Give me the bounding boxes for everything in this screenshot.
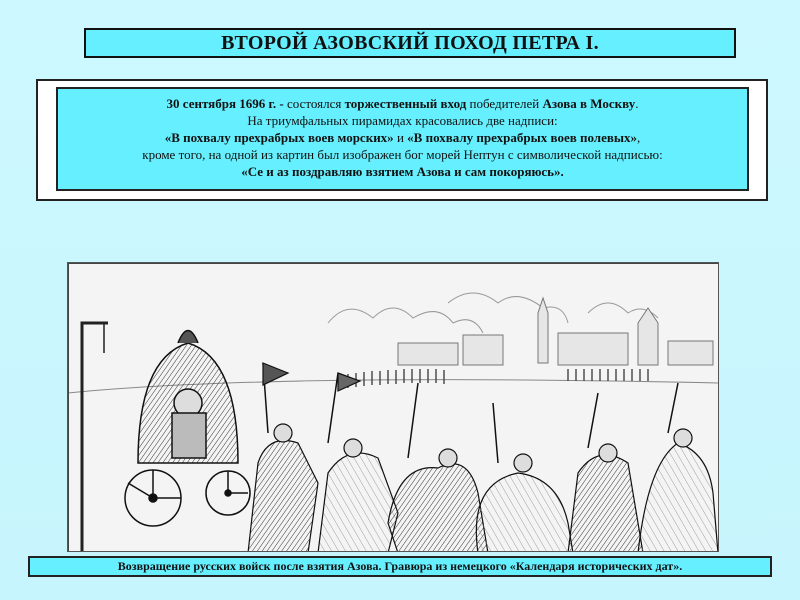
info-text: победителей	[466, 96, 543, 111]
info-line-1	[68, 95, 737, 112]
image-caption: Возвращение русских войск после взятия Азова. Гравюра из немецкого «Календаря исторических дат».	[117, 559, 683, 573]
info-text: состоялся	[283, 96, 345, 111]
info-line-3	[68, 129, 737, 146]
info-line-4: кроме того, на одной из картин был изображен бог морей Нептун с символической надписью:	[142, 147, 663, 162]
info-box	[56, 87, 749, 191]
slide-title: ВТОРОЙ АЗОВСКИЙ ПОХОД ПЕТРА I.	[221, 31, 599, 54]
engraving-drawing	[68, 263, 719, 552]
inscription-field: «В похвалу прехрабрых воев полевых»	[407, 130, 638, 145]
info-text: и	[393, 130, 408, 145]
info-bold: Азова в Москву	[542, 96, 636, 111]
caption-box	[28, 556, 772, 577]
title-box	[84, 28, 736, 58]
info-text: ,	[637, 130, 641, 145]
info-bold: торжественный вход	[344, 96, 467, 111]
info-line-5	[68, 163, 737, 180]
info-frame	[36, 79, 768, 201]
info-line-2: На триумфальных пирамидах красовались две надписи:	[247, 113, 558, 128]
info-text: .	[635, 96, 639, 111]
info-date: 30 сентября 1696 г. -	[166, 96, 284, 111]
engraving-image	[67, 262, 719, 552]
neptune-inscription: «Се и аз поздравляю взятием Азова и сам покоряюсь».	[241, 164, 564, 179]
inscription-sea: «В похвалу прехрабрых воев морских»	[164, 130, 394, 145]
